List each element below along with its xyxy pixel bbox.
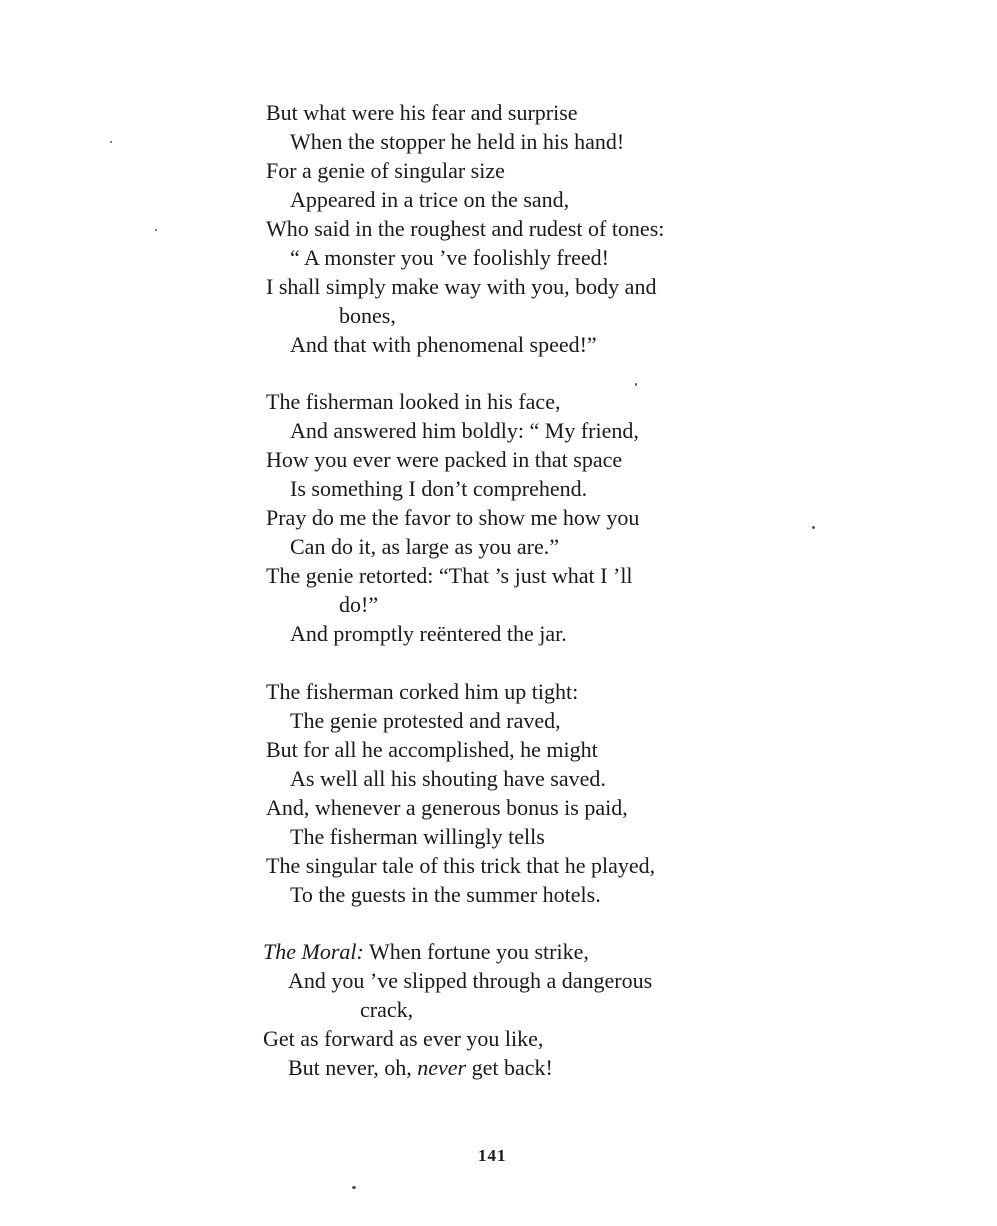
poem-line: The fisherman willingly tells	[290, 824, 545, 849]
poem-line: How you ever were packed in that space	[266, 447, 623, 472]
poem-line: When the stopper he held in his hand!	[290, 129, 625, 154]
scan-speck	[352, 1186, 356, 1189]
poem-line: The fisherman corked him up tight:	[266, 679, 579, 704]
poem-line: I shall simply make way with you, body and	[266, 274, 657, 299]
poem-line: For a genie of singular size	[266, 158, 505, 183]
scan-speck	[635, 383, 637, 386]
scan-speck	[812, 526, 815, 529]
moral-line	[263, 937, 589, 966]
poem-line-continuation: bones,	[339, 303, 396, 328]
page-number: 141	[478, 1146, 507, 1165]
moral-label: The Moral:	[263, 939, 364, 964]
poem-line: “ A monster you ’ve foolishly freed!	[290, 245, 609, 270]
moral-line: Get as forward as ever you like,	[263, 1026, 544, 1051]
poem-line: To the guests in the summer hotels.	[290, 882, 601, 907]
moral-line-continuation: crack,	[360, 997, 414, 1022]
moral-line-text: When fortune you strike,	[368, 939, 589, 964]
poem-line: The genie protested and raved,	[290, 708, 561, 733]
poem-line: The fisherman looked in his face,	[266, 389, 561, 414]
moral-line-text: But never, oh,	[288, 1055, 412, 1080]
moral-line-text: get back!	[471, 1055, 553, 1080]
poem-line: The genie retorted: “That ’s just what I ’ll	[266, 563, 633, 588]
poem-line: And promptly reëntered the jar.	[290, 621, 567, 646]
scan-speck	[110, 141, 112, 143]
poem-line: Can do it, as large as you are.”	[290, 534, 560, 559]
emphasized-word: never	[417, 1055, 467, 1080]
poem-line: As well all his shouting have saved.	[290, 766, 606, 791]
poem-line: The singular tale of this trick that he played,	[266, 853, 656, 878]
poem-line: And that with phenomenal speed!”	[290, 332, 597, 357]
poem-line: Pray do me the favor to show me how you	[266, 505, 640, 530]
poem-line: Who said in the roughest and rudest of tones:	[266, 216, 665, 241]
poem-line-continuation: do!”	[339, 592, 379, 617]
poem-line: Appeared in a trice on the sand,	[290, 187, 570, 212]
scan-speck	[155, 229, 157, 231]
poem-line: But what were his fear and surprise	[266, 100, 578, 125]
poem-line: And answered him boldly: “ My friend,	[290, 418, 639, 443]
poem-line: And, whenever a generous bonus is paid,	[266, 795, 628, 820]
poem-line: Is something I don’t comprehend.	[290, 476, 588, 501]
moral-line: And you ’ve slipped through a dangerous	[288, 968, 653, 993]
moral-line	[288, 1053, 553, 1082]
poem-line: But for all he accomplished, he might	[266, 737, 598, 762]
